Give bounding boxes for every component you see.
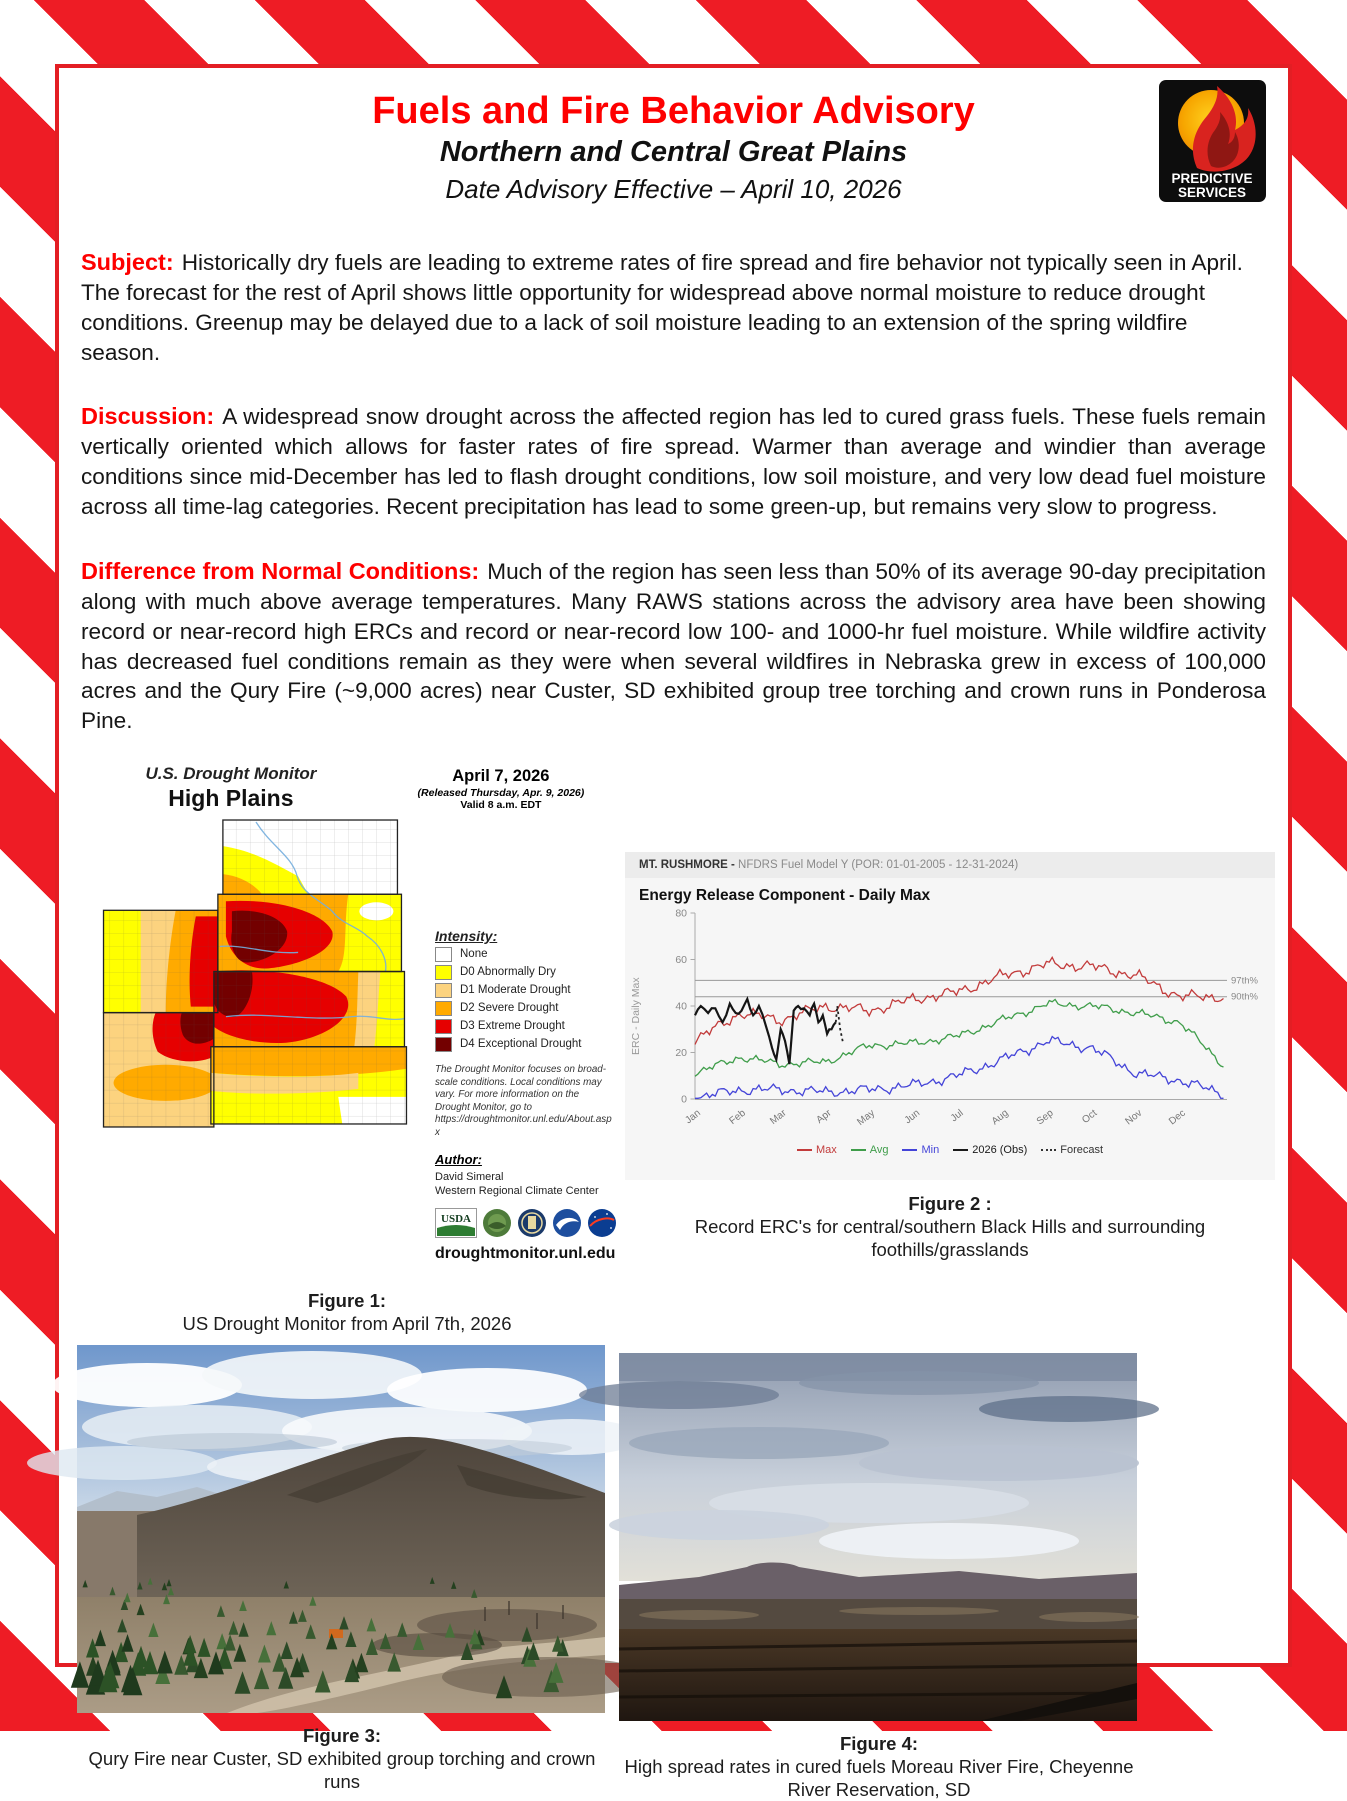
drought-legend-label: D0 Abnormally Dry — [460, 966, 556, 979]
drought-monitor-header — [77, 764, 617, 812]
figure2-label: Figure 2 : — [908, 1192, 992, 1214]
logo-line2-text: SERVICES — [1177, 185, 1247, 200]
svg-text:Feb: Feb — [727, 1107, 748, 1127]
agency-logos — [435, 1208, 617, 1238]
drought-legend-row — [435, 947, 617, 962]
drought-legend-label: D4 Exceptional Drought — [460, 1038, 582, 1051]
moreau-river-fire-figure — [619, 1345, 1139, 1801]
drought-legend-label: None — [460, 948, 488, 961]
series-avg — [695, 999, 1224, 1076]
difference-text: Much of the region has seen less than 50% of its average 90-day precipitation along with much above average temperatures. Many RAWS stations across the advisory area have been showing record or near-record high ERCs and record or near-record low 100- and 1000-hr fuel moisture. While wildfire activity has decreased fuel conditions remain as they were when several wildfires in Nebraska grew in excess of 100,000 acres and the Qury Fire (~9,000 acres) near Custer, SD exhibited group tree torching and crown runs in Ponderosa Pine. — [81, 558, 1267, 734]
svg-text:90th%: 90th% — [1231, 991, 1258, 1003]
svg-text:May: May — [855, 1107, 878, 1128]
drought-map-date: April 7, 2026 — [452, 766, 550, 785]
nasa-logo-icon — [587, 1208, 617, 1238]
erc-chart-figure — [625, 764, 1275, 1335]
drought-legend-label: D3 Extreme Drought — [460, 1020, 565, 1033]
erc-station-name: MT. RUSHMORE - — [639, 858, 735, 871]
advisory-content — [55, 64, 1292, 1801]
drought-map-valid: Valid 8 a.m. EDT — [460, 798, 542, 811]
ndmc-logo-icon — [482, 1208, 512, 1238]
svg-text:Dec: Dec — [1167, 1107, 1188, 1128]
svg-text:Apr: Apr — [814, 1107, 834, 1126]
figure2-caption — [625, 1192, 1275, 1261]
discussion-label: Discussion: — [81, 403, 215, 430]
drought-legend-label: D2 Severe Drought — [460, 1002, 559, 1015]
author-org: Western Regional Climate Center — [435, 1185, 599, 1198]
discussion-paragraph — [81, 401, 1266, 521]
drought-map-fills — [95, 816, 416, 1132]
figure-row-1 — [77, 764, 1270, 1335]
series-2026-obs — [695, 999, 836, 1064]
date-effective-line: Date Advisory Effective – April 10, 2026 — [445, 174, 902, 204]
drought-monitor-region: High Plains — [168, 784, 294, 811]
svg-text:Sep: Sep — [1034, 1107, 1056, 1128]
svg-text:0: 0 — [681, 1093, 687, 1106]
page-title: Fuels and Fire Behavior Advisory — [372, 90, 975, 132]
figure1-label: Figure 1: — [307, 1289, 387, 1311]
drought-legend-row — [435, 1001, 617, 1016]
header — [77, 90, 1270, 205]
predictive-services-logo — [1159, 80, 1266, 202]
drought-legend-swatch — [435, 965, 452, 980]
chart-legend-item: 2026 (Obs) — [953, 1144, 1027, 1156]
svg-text:Jan: Jan — [683, 1107, 703, 1127]
svg-text:Aug: Aug — [989, 1107, 1011, 1128]
series-forecast — [836, 1006, 843, 1043]
difference-label: Difference from Normal Conditions: — [81, 557, 480, 584]
logo-line1-text: PREDICTIVE — [1171, 171, 1253, 186]
svg-text:Mar: Mar — [768, 1107, 789, 1127]
svg-text:80: 80 — [675, 907, 687, 920]
drought-monitor-figure — [77, 764, 617, 1335]
legend-title: Intensity: — [435, 927, 498, 944]
svg-text:Nov: Nov — [1123, 1107, 1145, 1128]
figure1-text: US Drought Monitor from April 7th, 2026 — [182, 1312, 512, 1334]
erc-station-detail: NFDRS Fuel Model Y (POR: 01-01-2005 - 12-31-2024) — [734, 858, 1019, 871]
figure4-caption — [619, 1732, 1139, 1801]
svg-text:97th%: 97th% — [1231, 975, 1258, 987]
figure3-caption — [77, 1724, 607, 1793]
drought-map — [77, 816, 435, 1132]
svg-text:20: 20 — [675, 1046, 687, 1059]
difference-paragraph — [81, 556, 1266, 736]
author-label: Author: — [435, 1152, 482, 1168]
erc-chart — [625, 907, 1275, 1141]
drought-legend-row — [435, 965, 617, 980]
figure-row-2 — [77, 1345, 1270, 1801]
commerce-seal-icon — [517, 1208, 547, 1238]
figure2-text: Record ERC's for central/southern Black Hills and surrounding foothills/grasslands — [694, 1216, 1206, 1261]
figure4-text: High spread rates in cured fuels Moreau River Fire, Cheyenne River Reservation, SD — [624, 1756, 1134, 1801]
droughtmonitor-url: droughtmonitor.unl.edu — [435, 1244, 616, 1262]
figure4-label: Figure 4: — [839, 1733, 919, 1755]
qury-fire-photo — [77, 1345, 605, 1713]
chart-legend-item: Avg — [851, 1144, 889, 1156]
moreau-river-fire-photo — [619, 1353, 1137, 1721]
erc-station-header — [625, 852, 1275, 878]
svg-text:Oct: Oct — [1080, 1107, 1100, 1126]
erc-chart-panel — [625, 852, 1275, 1180]
drought-map-released: (Released Thursday, Apr. 9, 2026) — [417, 786, 585, 799]
figure1-caption — [77, 1289, 617, 1335]
noaa-logo-icon — [552, 1208, 582, 1238]
drought-legend-label: D1 Moderate Drought — [460, 984, 571, 997]
erc-chart-legend — [625, 1144, 1275, 1156]
drought-monitor-title: U.S. Drought Monitor — [145, 763, 317, 783]
drought-legend — [435, 947, 617, 1052]
subject-paragraph — [81, 247, 1266, 367]
svg-text:40: 40 — [675, 1000, 687, 1013]
usda-logo-icon — [435, 1208, 477, 1238]
figure3-label: Figure 3: — [302, 1725, 382, 1747]
flame-icon — [1159, 80, 1266, 202]
figure3-text: Qury Fire near Custer, SD exhibited group torching and crown runs — [88, 1748, 596, 1793]
series-min — [695, 1036, 1224, 1098]
author-name: David Simeral — [435, 1171, 504, 1184]
page-subtitle: Northern and Central Great Plains — [439, 136, 908, 168]
chart-legend-item: Forecast — [1041, 1144, 1103, 1156]
drought-disclaimer: The Drought Monitor focuses on broad-scale conditions. Local conditions may vary. For more information on the Drought Monitor, go to https://droughtmonitor.unl.edu/About.aspx — [435, 1063, 612, 1138]
svg-text:Jun: Jun — [902, 1107, 923, 1127]
drought-legend-row — [435, 983, 617, 998]
subject-label: Subject: — [81, 249, 174, 275]
svg-text:60: 60 — [675, 953, 687, 966]
discussion-text: A widespread snow drought across the affected region has led to cured grass fuels. These fuels remain vertically oriented which allows for faster rates of fire spread. Warmer than average and windier than average conditions since mid-December has led to flash drought conditions, low soil moisture, and very low dead fuel moisture across all time-lag categories. Recent precipitation has lead to some green-up, but remains very slow to progress. — [81, 404, 1266, 520]
drought-legend-swatch — [435, 1037, 452, 1052]
series-max — [695, 957, 1224, 1044]
drought-legend-row — [435, 1019, 617, 1034]
drought-map-legend-panel — [435, 816, 617, 1263]
erc-chart-title: Energy Release Component - Daily Max — [639, 886, 931, 904]
drought-legend-swatch — [435, 983, 452, 998]
drought-legend-swatch — [435, 947, 452, 962]
drought-legend-swatch — [435, 1001, 452, 1016]
chart-legend-item: Min — [902, 1144, 939, 1156]
drought-legend-row — [435, 1037, 617, 1052]
drought-legend-swatch — [435, 1019, 452, 1034]
svg-text:Jul: Jul — [948, 1107, 966, 1125]
qury-fire-figure — [77, 1345, 607, 1801]
chart-legend-item: Max — [797, 1144, 837, 1156]
subject-text: Historically dry fuels are leading to extreme rates of fire spread and fire behavior not typically seen in April. The forecast for the rest of April shows little opportunity for widespread above normal moisture to reduce drought conditions. Greenup may be delayed due to a lack of soil moisture leading to an extension of the spring wildfire season. — [81, 250, 1243, 365]
svg-text:ERC - Daily Max: ERC - Daily Max — [630, 977, 642, 1055]
svg-text:USDA: USDA — [441, 1212, 471, 1225]
